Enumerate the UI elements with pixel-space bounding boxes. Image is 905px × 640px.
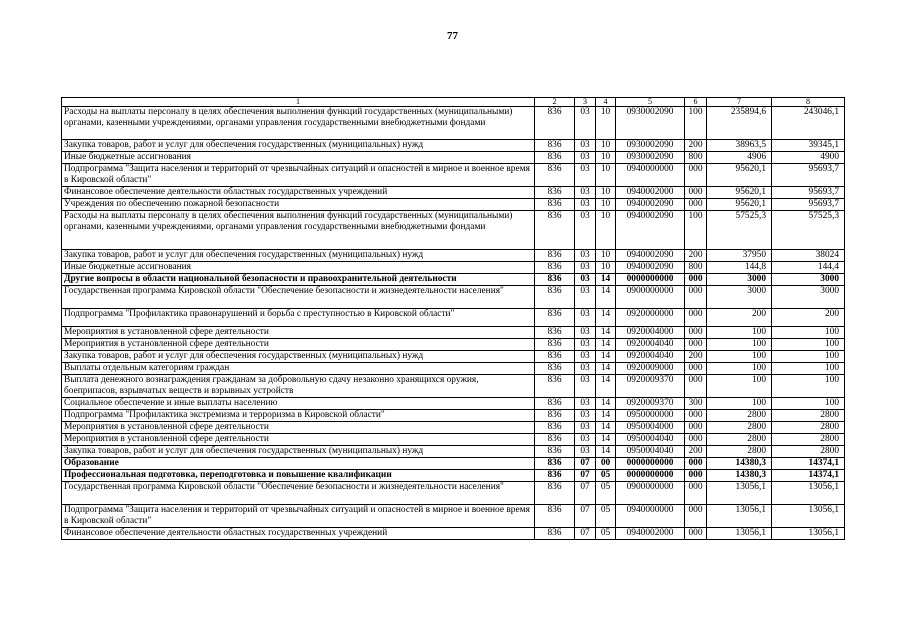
row-subsection-cell: 05 [596,528,616,540]
row-name-cell: Финансовое обеспечение деятельности областных государственных учреждений [62,528,535,540]
row-subsection-cell: 05 [596,505,616,528]
row-expense-type-cell: 000 [685,274,707,286]
row-target-item-cell: 0930002090 [616,152,685,164]
row-amount-year-1-cell: 13056,1 [707,505,772,528]
row-name-cell: Закупка товаров, работ и услуг для обеспечения государственных (муниципальных) нужд [62,446,535,458]
row-amount-year-1-cell: 200 [707,309,772,327]
row-expense-type-cell: 000 [685,199,707,211]
table-row [62,327,845,339]
row-target-item-cell: 0950004000 [616,422,685,434]
row-subsection-cell: 10 [596,250,616,262]
row-target-item-cell: 0940000000 [616,164,685,187]
row-amount-year-2-cell: 57525,3 [772,211,845,250]
row-name-cell: Мероприятия в установленной сфере деятельности [62,339,535,351]
row-target-item-cell: 0930002090 [616,140,685,152]
table-row [62,505,845,528]
table-row [62,434,845,446]
row-amount-year-1-cell: 95620,1 [707,164,772,187]
row-amount-year-2-cell: 200 [772,309,845,327]
row-amount-year-1-cell: 37950 [707,250,772,262]
row-amount-year-2-cell: 95693,7 [772,187,845,199]
row-amount-year-2-cell: 100 [772,398,845,410]
header-cell-col-7: 7 [707,98,772,107]
row-target-item-cell: 0920004040 [616,339,685,351]
row-admin-code-cell: 836 [535,274,575,286]
row-target-item-cell: 0940002090 [616,250,685,262]
row-amount-year-2-cell: 100 [772,375,845,398]
row-expense-type-cell: 100 [685,107,707,140]
row-subsection-cell: 10 [596,187,616,199]
table-row [62,422,845,434]
row-amount-year-1-cell: 100 [707,339,772,351]
row-amount-year-1-cell: 2800 [707,446,772,458]
row-target-item-cell: 0930002090 [616,107,685,140]
row-subsection-cell: 14 [596,446,616,458]
row-section-cell: 03 [575,140,596,152]
row-amount-year-1-cell: 14380,3 [707,470,772,482]
row-section-cell: 03 [575,250,596,262]
row-amount-year-2-cell: 14374,1 [772,470,845,482]
row-target-item-cell: 0950004040 [616,446,685,458]
row-expense-type-cell: 100 [685,211,707,250]
row-subsection-cell: 10 [596,164,616,187]
header-cell-col-1: 1 [62,98,535,107]
row-expense-type-cell: 200 [685,140,707,152]
row-amount-year-2-cell: 100 [772,363,845,375]
row-section-cell: 03 [575,199,596,211]
header-cell-col-3: 3 [575,98,596,107]
row-admin-code-cell: 836 [535,107,575,140]
table-row [62,309,845,327]
row-expense-type-cell: 800 [685,152,707,164]
row-name-cell: Учреждения по обеспечению пожарной безопасности [62,199,535,211]
row-admin-code-cell: 836 [535,286,575,309]
row-name-cell: Выплата денежного вознаграждения гражданам за добровольную сдачу незаконно хранящихся оружия, боеприпасов, взрывчатых веществ и взрывных устройств [62,375,535,398]
row-amount-year-1-cell: 100 [707,398,772,410]
table-row [62,470,845,482]
row-amount-year-2-cell: 13056,1 [772,528,845,540]
row-admin-code-cell: 836 [535,309,575,327]
row-expense-type-cell: 300 [685,398,707,410]
table-row [62,286,845,309]
row-amount-year-1-cell: 235894,6 [707,107,772,140]
row-admin-code-cell: 836 [535,482,575,505]
row-expense-type-cell: 000 [685,410,707,422]
table-row [62,528,845,540]
table-row [62,250,845,262]
row-section-cell: 03 [575,187,596,199]
row-amount-year-1-cell: 100 [707,327,772,339]
table-row [62,164,845,187]
row-section-cell: 07 [575,470,596,482]
row-expense-type-cell: 200 [685,250,707,262]
row-target-item-cell: 0950004040 [616,434,685,446]
row-admin-code-cell: 836 [535,446,575,458]
row-name-cell: Подпрограмма "Профилактика экстремизма и терроризма в Кировской области" [62,410,535,422]
table-row [62,351,845,363]
row-expense-type-cell: 000 [685,187,707,199]
table-row [62,187,845,199]
page-number: 77 [447,30,458,42]
row-expense-type-cell: 200 [685,351,707,363]
row-name-cell: Выплаты отдельным категориям граждан [62,363,535,375]
row-section-cell: 03 [575,164,596,187]
row-target-item-cell: 0920009370 [616,375,685,398]
row-name-cell: Финансовое обеспечение деятельности областных государственных учреждений [62,187,535,199]
row-section-cell: 03 [575,211,596,250]
row-target-item-cell: 0940002090 [616,211,685,250]
row-name-cell: Подпрограмма "Защита населения и территорий от чрезвычайных ситуаций и опасностей в мирное и военное время в Кировской области" [62,505,535,528]
row-subsection-cell: 05 [596,470,616,482]
table-row [62,339,845,351]
row-amount-year-2-cell: 100 [772,327,845,339]
row-subsection-cell: 14 [596,363,616,375]
row-subsection-cell: 14 [596,398,616,410]
row-amount-year-2-cell: 243046,1 [772,107,845,140]
row-name-cell: Иные бюджетные ассигнования [62,152,535,164]
row-expense-type-cell: 000 [685,528,707,540]
row-name-cell: Расходы на выплаты персоналу в целях обеспечения выполнения функций государственных (муниципальными) органами, казенными учреждениями, органами управления государственными внебюджетными фондами [62,211,535,250]
row-amount-year-2-cell: 100 [772,339,845,351]
row-name-cell: Государственная программа Кировской области "Обеспечение безопасности и жизнедеятельности населения" [62,482,535,505]
row-subsection-cell: 14 [596,309,616,327]
row-admin-code-cell: 836 [535,528,575,540]
row-expense-type-cell: 000 [685,339,707,351]
row-target-item-cell: 0000000000 [616,470,685,482]
table-row [62,375,845,398]
row-subsection-cell: 10 [596,262,616,274]
row-admin-code-cell: 836 [535,339,575,351]
table-row [62,107,845,140]
row-admin-code-cell: 836 [535,140,575,152]
row-amount-year-2-cell: 95693,7 [772,199,845,211]
row-name-cell: Социальное обеспечение и иные выплаты населению [62,398,535,410]
row-expense-type-cell: 000 [685,286,707,309]
row-section-cell: 03 [575,375,596,398]
row-section-cell: 03 [575,286,596,309]
row-expense-type-cell: 000 [685,309,707,327]
row-section-cell: 03 [575,363,596,375]
row-subsection-cell: 14 [596,274,616,286]
row-name-cell: Подпрограмма "Защита населения и территорий от чрезвычайных ситуаций и опасностей в мирное и военное время в Кировской области" [62,164,535,187]
row-section-cell: 03 [575,351,596,363]
table-row [62,363,845,375]
row-name-cell: Образование [62,458,535,470]
row-section-cell: 03 [575,410,596,422]
table-row [62,410,845,422]
row-target-item-cell: 0940002000 [616,187,685,199]
row-amount-year-1-cell: 100 [707,363,772,375]
row-subsection-cell: 14 [596,410,616,422]
header-cell-col-2: 2 [535,98,575,107]
row-admin-code-cell: 836 [535,458,575,470]
row-target-item-cell: 0950000000 [616,410,685,422]
row-target-item-cell: 0900000000 [616,286,685,309]
row-amount-year-2-cell: 4900 [772,152,845,164]
table-row [62,211,845,250]
row-amount-year-1-cell: 3000 [707,286,772,309]
row-amount-year-2-cell: 95693,7 [772,164,845,187]
table-row [62,199,845,211]
row-amount-year-2-cell: 3000 [772,274,845,286]
table-row [62,262,845,274]
row-amount-year-1-cell: 2800 [707,422,772,434]
row-section-cell: 03 [575,434,596,446]
row-section-cell: 03 [575,339,596,351]
row-section-cell: 07 [575,482,596,505]
row-subsection-cell: 05 [596,482,616,505]
row-admin-code-cell: 836 [535,152,575,164]
row-amount-year-2-cell: 2800 [772,422,845,434]
row-subsection-cell: 14 [596,351,616,363]
header-cell-col-8: 8 [772,98,845,107]
row-name-cell: Государственная программа Кировской области "Обеспечение безопасности и жизнедеятельности населения" [62,286,535,309]
row-name-cell: Закупка товаров, работ и услуг для обеспечения государственных (муниципальных) нужд [62,140,535,152]
table-row [62,446,845,458]
row-section-cell: 07 [575,528,596,540]
row-section-cell: 03 [575,398,596,410]
row-name-cell: Мероприятия в установленной сфере деятельности [62,327,535,339]
row-amount-year-1-cell: 95620,1 [707,187,772,199]
row-name-cell: Другие вопросы в области национальной безопасности и правоохранительной деятельности [62,274,535,286]
row-amount-year-2-cell: 13056,1 [772,482,845,505]
row-target-item-cell: 0920000000 [616,309,685,327]
row-section-cell: 03 [575,327,596,339]
row-amount-year-2-cell: 2800 [772,434,845,446]
row-amount-year-1-cell: 14380,3 [707,458,772,470]
row-target-item-cell: 0920004000 [616,327,685,339]
row-amount-year-2-cell: 3000 [772,286,845,309]
row-subsection-cell: 14 [596,339,616,351]
row-target-item-cell: 0000000000 [616,274,685,286]
row-amount-year-1-cell: 13056,1 [707,482,772,505]
row-amount-year-2-cell: 2800 [772,410,845,422]
row-amount-year-1-cell: 13056,1 [707,528,772,540]
row-target-item-cell: 0920004040 [616,351,685,363]
row-expense-type-cell: 000 [685,327,707,339]
row-subsection-cell: 10 [596,211,616,250]
row-admin-code-cell: 836 [535,351,575,363]
row-admin-code-cell: 836 [535,250,575,262]
table-row [62,398,845,410]
header-cell-col-6: 6 [685,98,707,107]
row-name-cell: Мероприятия в установленной сфере деятельности [62,434,535,446]
row-amount-year-1-cell: 95620,1 [707,199,772,211]
row-amount-year-2-cell: 13056,1 [772,505,845,528]
table-row [62,140,845,152]
row-amount-year-2-cell: 144,4 [772,262,845,274]
row-expense-type-cell: 000 [685,458,707,470]
row-name-cell: Иные бюджетные ассигнования [62,262,535,274]
row-target-item-cell: 0940000000 [616,505,685,528]
row-amount-year-1-cell: 100 [707,375,772,398]
row-admin-code-cell: 836 [535,199,575,211]
row-admin-code-cell: 836 [535,211,575,250]
row-section-cell: 07 [575,458,596,470]
row-subsection-cell: 14 [596,375,616,398]
row-target-item-cell: 0940002090 [616,262,685,274]
budget-table [61,97,845,540]
row-admin-code-cell: 836 [535,375,575,398]
row-admin-code-cell: 836 [535,164,575,187]
row-admin-code-cell: 836 [535,470,575,482]
row-target-item-cell: 0920009370 [616,398,685,410]
table-row [62,274,845,286]
row-amount-year-1-cell: 100 [707,351,772,363]
header-row [62,98,845,107]
row-amount-year-2-cell: 14374,1 [772,458,845,470]
row-expense-type-cell: 800 [685,262,707,274]
row-expense-type-cell: 000 [685,482,707,505]
row-amount-year-2-cell: 39345,1 [772,140,845,152]
row-section-cell: 03 [575,422,596,434]
row-subsection-cell: 14 [596,286,616,309]
row-name-cell: Подпрограмма "Профилактика правонарушений и борьба с преступностью в Кировской области" [62,309,535,327]
row-name-cell: Мероприятия в установленной сфере деятельности [62,422,535,434]
row-admin-code-cell: 836 [535,363,575,375]
row-expense-type-cell: 000 [685,434,707,446]
row-admin-code-cell: 836 [535,410,575,422]
budget-table-body [62,98,845,540]
row-admin-code-cell: 836 [535,505,575,528]
row-target-item-cell: 0900000000 [616,482,685,505]
row-name-cell: Закупка товаров, работ и услуг для обеспечения государственных (муниципальных) нужд [62,250,535,262]
row-subsection-cell: 00 [596,458,616,470]
row-subsection-cell: 10 [596,152,616,164]
header-cell-col-4: 4 [596,98,616,107]
row-section-cell: 03 [575,309,596,327]
row-section-cell: 03 [575,152,596,164]
row-expense-type-cell: 000 [685,470,707,482]
row-amount-year-1-cell: 57525,3 [707,211,772,250]
row-subsection-cell: 14 [596,422,616,434]
row-admin-code-cell: 836 [535,422,575,434]
row-subsection-cell: 10 [596,140,616,152]
header-cell-col-5: 5 [616,98,685,107]
row-amount-year-2-cell: 38024 [772,250,845,262]
row-subsection-cell: 14 [596,327,616,339]
row-section-cell: 03 [575,262,596,274]
row-subsection-cell: 10 [596,199,616,211]
row-amount-year-1-cell: 38963,5 [707,140,772,152]
row-target-item-cell: 0920009000 [616,363,685,375]
row-name-cell: Расходы на выплаты персоналу в целях обеспечения выполнения функций государственных (муниципальными) органами, казенными учреждениями, органами управления государственными внебюджетными фондами [62,107,535,140]
row-admin-code-cell: 836 [535,187,575,199]
row-section-cell: 03 [575,107,596,140]
row-amount-year-1-cell: 4906 [707,152,772,164]
row-admin-code-cell: 836 [535,327,575,339]
table-row [62,458,845,470]
row-section-cell: 07 [575,505,596,528]
row-target-item-cell: 0000000000 [616,458,685,470]
row-admin-code-cell: 836 [535,434,575,446]
row-target-item-cell: 0940002000 [616,528,685,540]
row-expense-type-cell: 000 [685,505,707,528]
row-amount-year-2-cell: 2800 [772,446,845,458]
row-expense-type-cell: 000 [685,375,707,398]
row-section-cell: 03 [575,446,596,458]
row-name-cell: Профессиональная подготовка, переподготовка и повышение квалификации [62,470,535,482]
row-amount-year-1-cell: 3000 [707,274,772,286]
row-amount-year-1-cell: 2800 [707,410,772,422]
row-amount-year-2-cell: 100 [772,351,845,363]
row-expense-type-cell: 200 [685,446,707,458]
row-target-item-cell: 0940002090 [616,199,685,211]
row-admin-code-cell: 836 [535,398,575,410]
row-admin-code-cell: 836 [535,262,575,274]
table-row [62,482,845,505]
row-subsection-cell: 14 [596,434,616,446]
row-expense-type-cell: 000 [685,363,707,375]
row-name-cell: Закупка товаров, работ и услуг для обеспечения государственных (муниципальных) нужд [62,351,535,363]
row-subsection-cell: 10 [596,107,616,140]
row-amount-year-1-cell: 2800 [707,434,772,446]
row-section-cell: 03 [575,274,596,286]
row-expense-type-cell: 000 [685,422,707,434]
row-amount-year-1-cell: 144,8 [707,262,772,274]
table-row [62,152,845,164]
row-expense-type-cell: 000 [685,164,707,187]
